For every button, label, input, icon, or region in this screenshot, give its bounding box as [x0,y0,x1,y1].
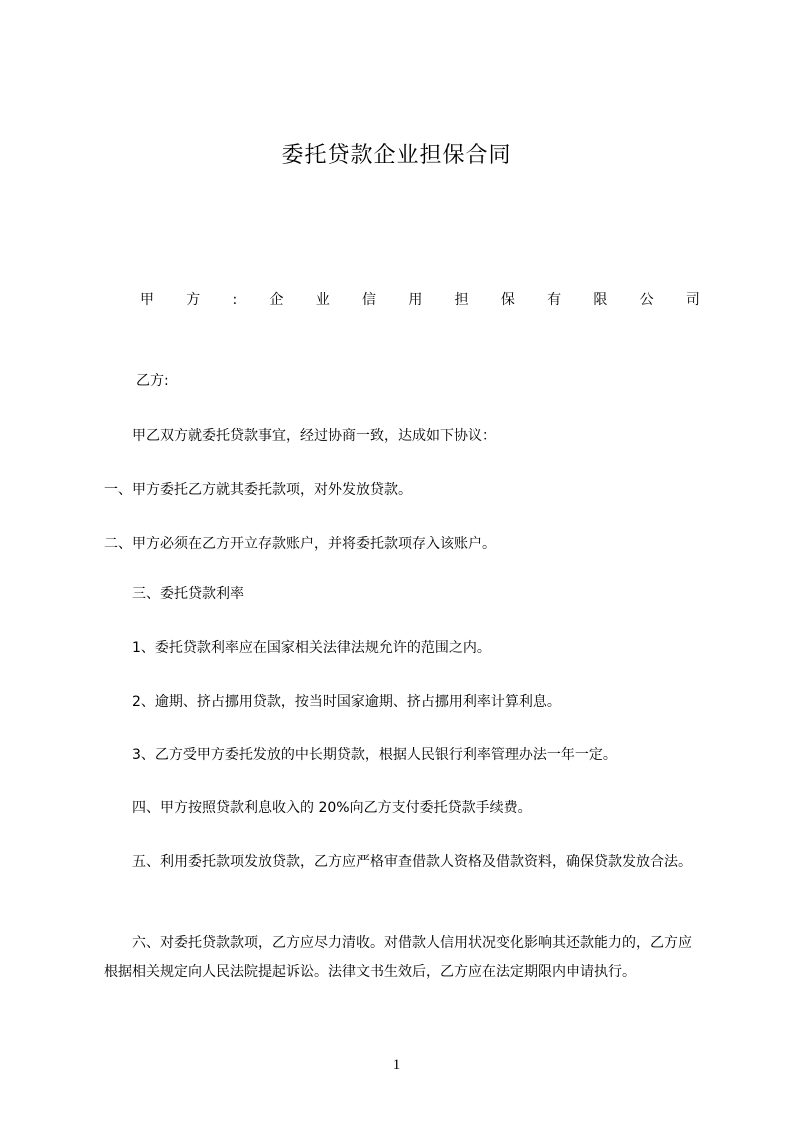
paragraph-intro: 甲乙双方就委托贷款事宜，经过协商一致，达成如下协议： [104,428,496,444]
party-a-char: 业 [315,292,330,308]
party-a-line [140,288,700,312]
paragraph-clause-4: 四、甲方按照贷款利息收入的 20%向乙方支付委托贷款手续费。 [104,800,532,816]
document-title: 委托贷款企业担保合同 [281,143,512,168]
paragraph-clause-3-3: 3、乙方受甲方委托发放的中长期贷款，根据人民银行利率管理办法一年一定。 [104,747,617,763]
party-a-char: 用 [408,292,423,308]
party-b-line: 乙方: [136,373,169,389]
paragraph-clause-3: 三、委托贷款利率 [104,586,244,602]
paragraph-clause-2: 二、甲方必须在乙方开立存款账户，并将委托款项存入该账户。 [104,536,496,552]
party-a-char: 信 [362,292,377,308]
paragraph-clause-3-1: 1、委托贷款利率应在国家相关法律法规允许的范围之内。 [104,640,491,656]
page-number: 1 [392,1057,401,1073]
paragraph-clause-5: 五、利用委托款项发放贷款，乙方应严格审查借款人资格及借款资料，确保贷款发放合法。 [104,854,692,870]
paragraph-clause-1: 一、甲方委托乙方就其委托款项，对外发放贷款。 [104,482,412,498]
paragraph-clause-6: 六、对委托贷款款项，乙方应尽力清收。对借款人信用状况变化影响其还款能力的，乙方应根据相关规定向人民法院提起诉讼。法律文书生效后，乙方应在法定期限内申请执行。 [104,935,692,980]
party-a-char: 限 [593,292,608,308]
party-a-char: 保 [500,292,515,308]
party-a-char: 公 [639,292,654,308]
paragraph-clause-3-2: 2、逾期、挤占挪用贷款，按当时国家逾期、挤占挪用利率计算利息。 [104,694,561,710]
party-a-char: 有 [547,292,562,308]
party-a-char: 担 [454,292,469,308]
party-a-char: 企 [269,292,284,308]
party-a-char: 司 [685,292,700,308]
party-a-char: 方 [186,292,201,308]
party-a-char: 甲 [140,292,154,308]
party-a-char: : [232,292,238,308]
